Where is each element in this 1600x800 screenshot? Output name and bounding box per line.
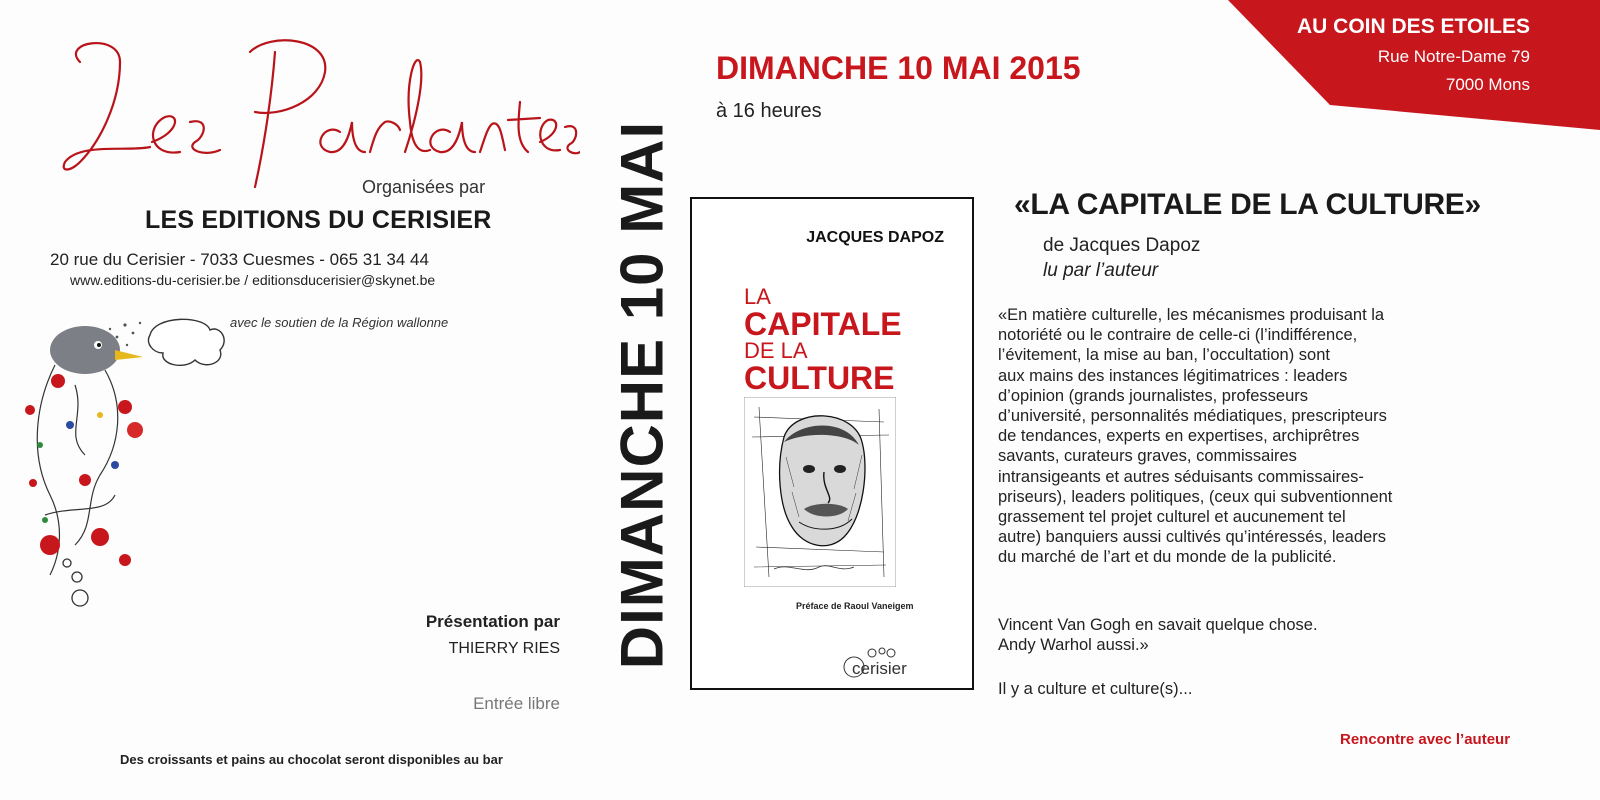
publisher-web-link[interactable]: www.editions-du-cerisier.be / editionsducerisier@skynet.be [70, 272, 436, 288]
quote-line: intransigeants et autres séduisants commissaires- [998, 467, 1364, 486]
quote-line: notoriété ou le contraire de celle-ci (l’indifférence, [998, 326, 1358, 345]
book-description-author: de Jacques Dapoz [1043, 235, 1201, 256]
quote-ending [998, 615, 1318, 655]
vertical-date-banner [608, 45, 676, 745]
presenter-name: THIERRY RIES [448, 640, 560, 657]
meeting-note: Rencontre avec l’auteur [1340, 731, 1511, 748]
book-title-line: CAPITALE [744, 306, 902, 342]
entry-note: Entrée libre [473, 694, 560, 713]
book-preface: Préface de Raoul Vaneigem [796, 601, 914, 611]
quote-line: du marché de l’art et du monde de la publicité. [998, 548, 1337, 567]
venue-name: AU COIN DES ETOILES [1297, 15, 1530, 38]
venue-city: 7000 Mons [1445, 75, 1530, 94]
quote-line: de tendances, experts en expertises, archiprêtres [998, 427, 1360, 446]
book-cover [690, 197, 974, 690]
book-publisher-logo-text: cerisier [852, 659, 907, 678]
book-title [744, 284, 902, 396]
quote-line: aux mains des instances légitimatrices : leaders [998, 366, 1348, 385]
quote-line: Andy Warhol aussi.» [998, 636, 1149, 655]
les-parlantes-logo [40, 22, 580, 197]
croissants-note: Des croissants et pains au chocolat seront disponibles au bar [120, 752, 503, 767]
quote-line: l’évitement, la mise au ban, l’occultation) sont [998, 346, 1330, 365]
quote-line: d’université, personnalités médiatiques, prescripteurs [998, 407, 1387, 426]
author-portrait-sketch [744, 397, 896, 587]
book-description-reader: lu par l’auteur [1043, 260, 1159, 281]
support-note: avec le soutien de la Région wallonne [230, 315, 449, 330]
quote-line: «En matière culturelle, les mécanismes produisant la [998, 306, 1385, 324]
book-description-title: «LA CAPITALE DE LA CULTURE» [1014, 188, 1481, 221]
event-time: à 16 heures [716, 100, 822, 122]
quote-line: d’opinion (grands journalistes, professeurs [998, 386, 1309, 405]
quote-line: autre) banquiers aussi cultivés qu’intéressés, leaders [998, 528, 1386, 547]
organised-by-label: Organisées par [362, 177, 486, 197]
publisher-name: LES EDITIONS DU CERISIER [145, 206, 492, 234]
quote-line: savants, curateurs graves, commissaires [998, 447, 1297, 466]
quote-line: Vincent Van Gogh en savait quelque chose. [998, 616, 1318, 634]
venue-street: Rue Notre-Dame 79 [1377, 47, 1530, 66]
quote-line: grassement tel projet culturel et aucunement tel [998, 508, 1346, 527]
book-title-line: CULTURE [744, 360, 895, 396]
book-author: JACQUES DAPOZ [806, 229, 944, 246]
event-date: DIMANCHE 10 MAI 2015 [716, 50, 1081, 86]
bird-illustration [15, 315, 245, 630]
publisher-address: 20 rue du Cerisier - 7033 Cuesmes - 065 31 34 44 [50, 250, 429, 269]
quote-paragraph [998, 305, 1460, 568]
closing-line: Il y a culture et culture(s)... [998, 680, 1193, 698]
vertical-date-text: DIMANCHE 10 MAI [608, 120, 676, 670]
book-title-line: LA [744, 284, 771, 309]
presentation-label: Présentation par [425, 612, 560, 631]
book-title-line: DE LA [744, 338, 808, 363]
quote-line: priseurs), leaders politiques, (ceux qui subventionnent [998, 487, 1393, 506]
